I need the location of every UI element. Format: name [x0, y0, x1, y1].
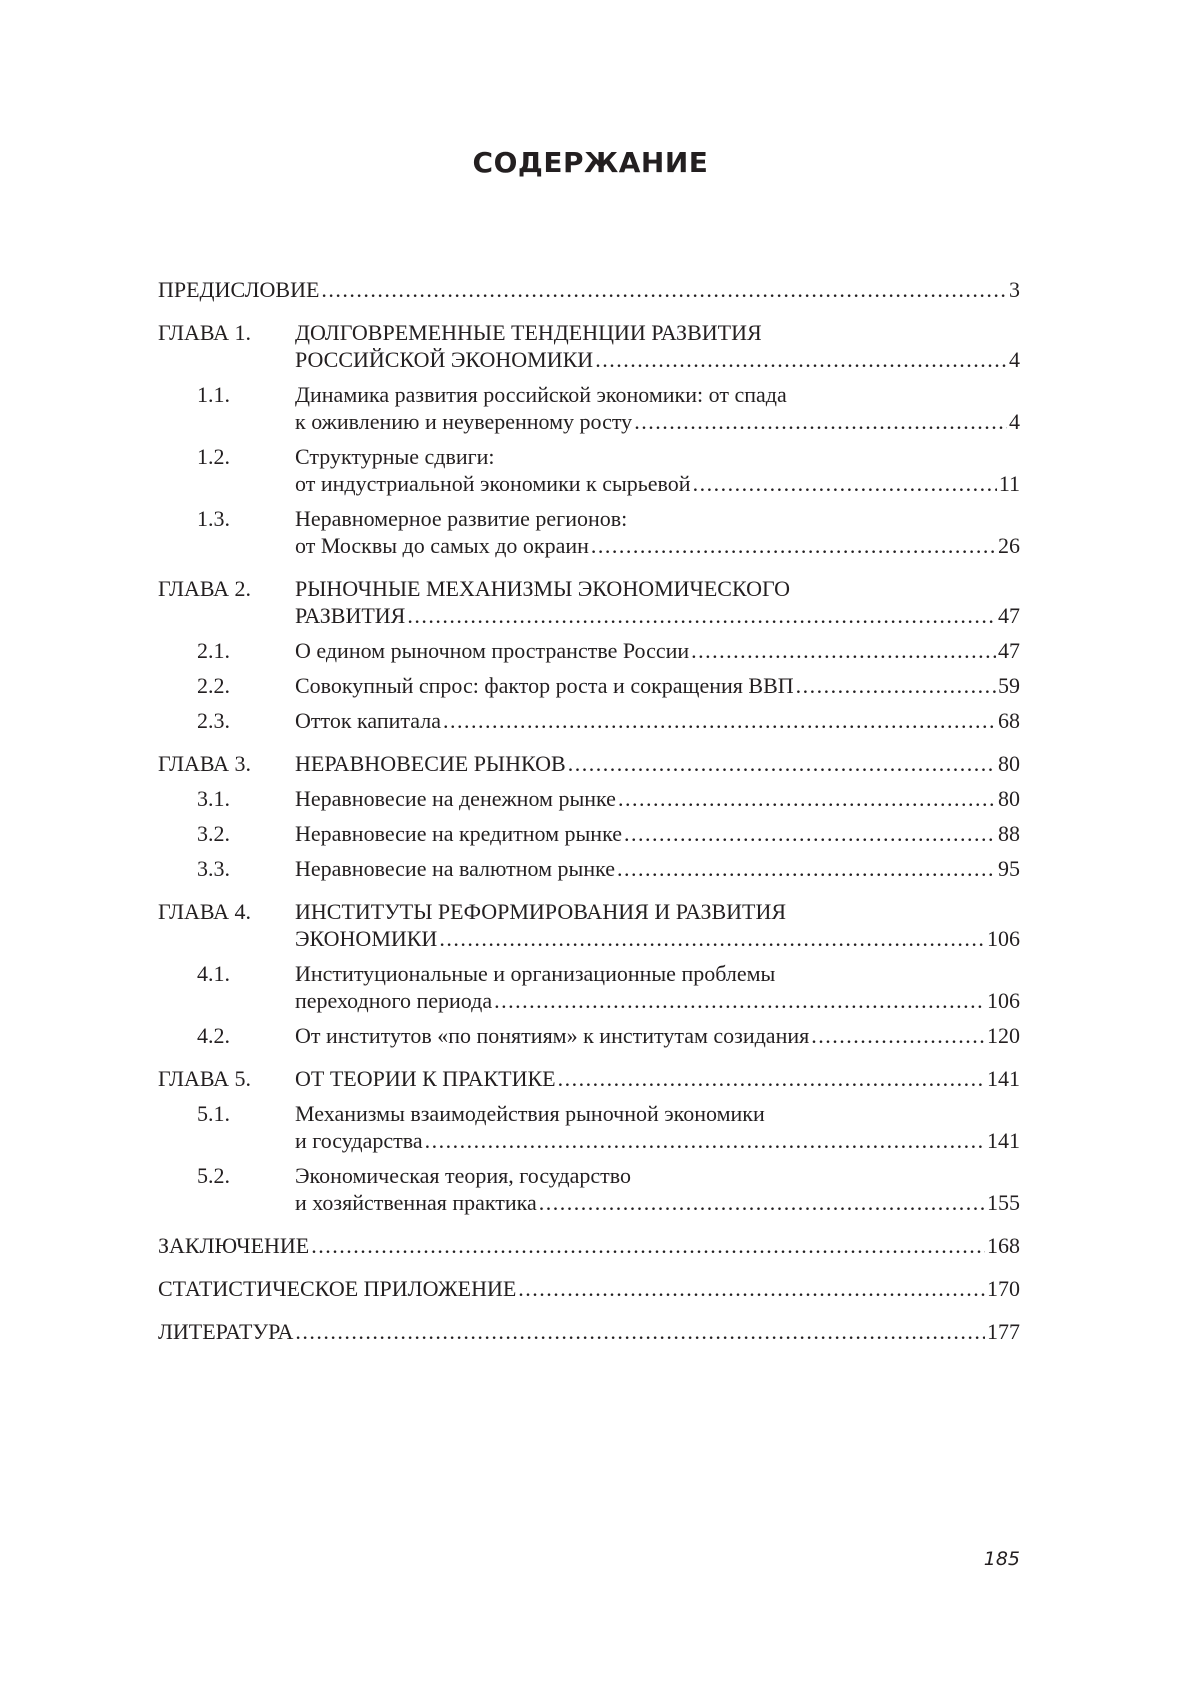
entry-title-line: СТАТИСТИЧЕСКОЕ ПРИЛОЖЕНИЕ — [158, 1276, 517, 1301]
entry-page-number: 26 — [998, 533, 1020, 558]
entry-title-line: Неравновесие на кредитном рынке — [295, 821, 622, 846]
dot-leader — [425, 1127, 985, 1154]
toc-entry[interactable] — [158, 855, 1020, 882]
dot-leader — [558, 1065, 985, 1092]
entry-page-number: 59 — [998, 673, 1020, 698]
dot-leader — [295, 1318, 985, 1345]
toc-entry[interactable] — [158, 750, 1020, 777]
entry-title-line: ЗАКЛЮЧЕНИЕ — [158, 1233, 310, 1258]
entry-page-number: 68 — [998, 708, 1020, 733]
entry-page-number: 95 — [998, 856, 1020, 881]
entry-page-number: 80 — [998, 751, 1020, 776]
entry-title-line: Совокупный спрос: фактор роста и сокращения ВВП — [295, 673, 794, 698]
toc-entry[interactable] — [158, 960, 1020, 1014]
section-number: 2.3. — [197, 708, 230, 733]
entry-page-number: 155 — [987, 1190, 1020, 1215]
toc-entry[interactable] — [158, 276, 1020, 303]
entry-page-number: 106 — [987, 988, 1020, 1013]
chapter-number: ГЛАВА 1. — [158, 320, 252, 345]
toc-entry[interactable] — [158, 785, 1020, 812]
chapter-number: ГЛАВА 4. — [158, 899, 252, 924]
toc-entry[interactable] — [158, 505, 1020, 559]
toc-entry[interactable] — [158, 1065, 1020, 1092]
dot-leader — [568, 750, 996, 777]
toc-entry[interactable] — [158, 381, 1020, 435]
entry-page-number: 141 — [987, 1128, 1020, 1153]
entry-title-line: переходного периода — [295, 988, 493, 1013]
section-number: 4.1. — [197, 961, 230, 986]
entry-title-line: от Москвы до самых до окраин — [295, 533, 589, 558]
dot-leader — [443, 707, 996, 734]
section-number: 3.3. — [197, 856, 230, 881]
toc-entry[interactable] — [158, 898, 1020, 952]
toc-entry[interactable] — [158, 443, 1020, 497]
entry-title-line: РАЗВИТИЯ — [295, 603, 406, 628]
toc-entry[interactable] — [158, 1232, 1020, 1259]
entry-page-number: 88 — [998, 821, 1020, 846]
entry-title-line: к оживлению и неуверенному росту — [295, 409, 633, 434]
dot-leader — [494, 987, 985, 1014]
dot-leader — [439, 925, 985, 952]
entry-title-line: Структурные сдвиги: — [295, 444, 495, 469]
section-number: 2.1. — [197, 638, 230, 663]
dot-leader — [618, 785, 996, 812]
entry-page-number: 168 — [987, 1233, 1020, 1258]
dot-leader — [518, 1275, 985, 1302]
dot-leader — [691, 637, 996, 664]
section-number: 5.1. — [197, 1101, 230, 1126]
dot-leader — [796, 672, 996, 699]
entry-title-line: Неравновесие на валютном рынке — [295, 856, 616, 881]
entry-page-number: 3 — [1009, 277, 1020, 302]
entry-title-line: От институтов «по понятиям» к институтам созидания — [295, 1023, 810, 1048]
section-number: 4.2. — [197, 1023, 230, 1048]
toc-entry[interactable] — [158, 575, 1020, 629]
dot-leader — [311, 1232, 985, 1259]
section-number: 5.2. — [197, 1163, 230, 1188]
entry-title-line: Неравномерное развитие регионов: — [295, 506, 628, 531]
chapter-number: ГЛАВА 3. — [158, 751, 252, 776]
entry-page-number: 141 — [987, 1066, 1020, 1091]
entry-page-number: 4 — [1009, 409, 1020, 434]
dot-leader — [624, 820, 996, 847]
page-title: СОДЕРЖАНИЕ — [472, 146, 709, 179]
entry-page-number: 170 — [987, 1276, 1020, 1301]
entry-title-line: Институциональные и организационные проблемы — [295, 961, 776, 986]
entry-page-number: 11 — [998, 471, 1020, 496]
dot-leader — [539, 1189, 985, 1216]
section-number: 2.2. — [197, 673, 230, 698]
chapter-number: ГЛАВА 2. — [158, 576, 252, 601]
entry-page-number: 47 — [998, 603, 1020, 628]
entry-title-line: Механизмы взаимодействия рыночной экономики — [295, 1101, 765, 1126]
section-number: 1.2. — [197, 444, 230, 469]
toc-entry[interactable] — [158, 1275, 1020, 1302]
dot-leader — [591, 532, 996, 559]
entry-title-line: НЕРАВНОВЕСИЕ РЫНКОВ — [295, 751, 566, 776]
entry-title-line: ЭКОНОМИКИ — [295, 926, 438, 951]
entry-page-number: 47 — [998, 638, 1020, 663]
entry-title-line: от индустриальной экономики к сырьевой — [295, 471, 691, 496]
page-number: 185 — [983, 1548, 1020, 1570]
section-number: 1.1. — [197, 382, 230, 407]
entry-title-line: ДОЛГОВРЕМЕННЫЕ ТЕНДЕНЦИИ РАЗВИТИЯ — [295, 320, 762, 345]
entry-title-line: О едином рыночном пространстве России — [295, 638, 690, 663]
entry-title-line: ЛИТЕРАТУРА — [158, 1319, 294, 1344]
entry-title-line: ОТ ТЕОРИИ К ПРАКТИКЕ — [295, 1066, 556, 1091]
toc-entry[interactable] — [158, 637, 1020, 664]
entry-title-line: РЫНОЧНЫЕ МЕХАНИЗМЫ ЭКОНОМИЧЕСКОГО — [295, 576, 791, 601]
entry-title-line: Неравновесие на денежном рынке — [295, 786, 616, 811]
entry-page-number: 4 — [1009, 347, 1020, 372]
entry-title-line: ИНСТИТУТЫ РЕФОРМИРОВАНИЯ И РАЗВИТИЯ — [295, 899, 787, 924]
dot-leader — [617, 855, 996, 882]
toc-entry[interactable] — [158, 1100, 1020, 1154]
entry-title-line: ПРЕДИСЛОВИЕ — [158, 277, 320, 302]
entry-page-number: 106 — [987, 926, 1020, 951]
section-number: 3.2. — [197, 821, 230, 846]
table-of-contents — [158, 276, 1020, 1345]
entry-page-number: 177 — [987, 1319, 1020, 1344]
toc-entry[interactable] — [158, 1022, 1020, 1049]
entry-title-line: Динамика развития российской экономики: от спада — [295, 382, 787, 407]
chapter-number: ГЛАВА 5. — [158, 1066, 252, 1091]
section-number: 1.3. — [197, 506, 230, 531]
dot-leader — [811, 1022, 985, 1049]
toc-entry[interactable] — [158, 1318, 1020, 1345]
toc-entry[interactable] — [158, 1162, 1020, 1216]
entry-title-line: Экономическая теория, государство — [295, 1163, 631, 1188]
entry-page-number: 120 — [987, 1023, 1020, 1048]
entry-title-line: и государства — [295, 1128, 423, 1153]
entry-title-line: Отток капитала — [295, 708, 441, 733]
dot-leader — [407, 602, 996, 629]
dot-leader — [321, 276, 1007, 303]
section-number: 3.1. — [197, 786, 230, 811]
toc-entry[interactable] — [158, 707, 1020, 734]
toc-entry[interactable] — [158, 319, 1020, 373]
entry-page-number: 80 — [998, 786, 1020, 811]
toc-entry[interactable] — [158, 820, 1020, 847]
dot-leader — [595, 346, 1007, 373]
dot-leader — [634, 408, 1007, 435]
entry-title-line: РОССИЙСКОЙ ЭКОНОМИКИ — [295, 347, 594, 372]
toc-entry[interactable] — [158, 672, 1020, 699]
entry-title-line: и хозяйственная практика — [295, 1190, 537, 1215]
dot-leader — [693, 470, 997, 497]
